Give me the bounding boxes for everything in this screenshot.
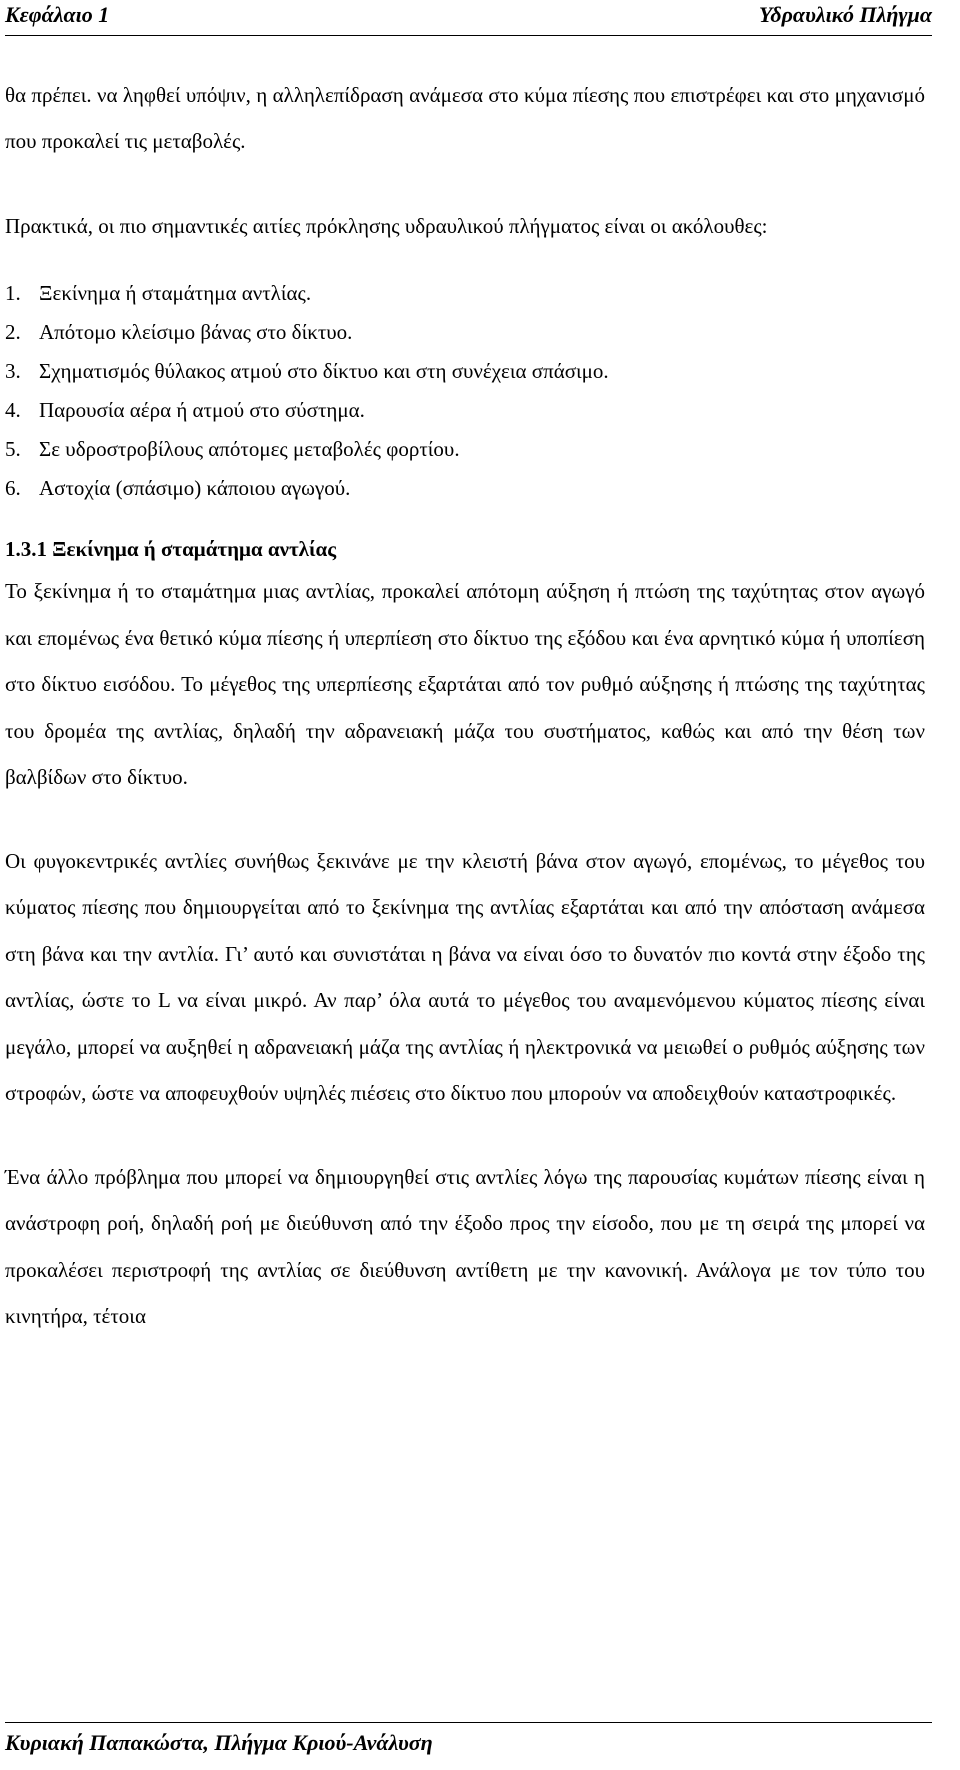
page-header bbox=[0, 0, 960, 50]
list-item-text: Σχηματισμός θύλακος ατμού στο δίκτυο και στη συνέχεια σπάσιμο. bbox=[39, 359, 609, 383]
list-item bbox=[5, 313, 925, 352]
list-item bbox=[5, 469, 925, 508]
list-item-text: Απότομο κλείσιμο βάνας στο δίκτυο. bbox=[39, 320, 353, 344]
causes-list bbox=[5, 274, 925, 508]
list-item bbox=[5, 430, 925, 469]
section-heading: 1.3.1 Ξεκίνημα ή σταμάτημα αντλίας bbox=[5, 537, 337, 561]
causes-intro-paragraph: Πρακτικά, οι πιο σημαντικές αιτίες πρόκλησης υδραυλικού πλήγματος είναι οι ακόλουθες: bbox=[5, 214, 768, 238]
section-paragraph-3: Ένα άλλο πρόβλημα που μπορεί να δημιουργηθεί στις αντλίες λόγω της παρουσίας κυμάτων πίεσης είναι η ανάστροφη ροή, δηλαδή ροή με διεύθυνση από την έξοδο προς την είσοδο, που με τη σειρά της μπορεί να προκαλέσει περιστροφή της αντλίας σε διεύθυνση αντίθετη με την κανονική. Ανάλογα με τον τύπο του κινητήρα, τέτοια bbox=[5, 1164, 925, 1328]
list-item-number: 3. bbox=[5, 359, 21, 383]
list-item-number: 6. bbox=[5, 476, 21, 500]
list-item-number: 2. bbox=[5, 320, 21, 344]
list-item-text: Παρουσία αέρα ή ατμού στο σύστημα. bbox=[39, 398, 365, 422]
list-item bbox=[5, 352, 925, 391]
list-item bbox=[5, 391, 925, 430]
list-item-number: 4. bbox=[5, 398, 21, 422]
list-item bbox=[5, 274, 925, 313]
list-item-text: Αστοχία (σπάσιμο) κάποιου αγωγού. bbox=[39, 476, 351, 500]
header-title: Υδραυλικό Πλήγμα bbox=[758, 2, 932, 27]
list-item-text: Σε υδροστροβίλους απότομες μεταβολές φορτίου. bbox=[39, 437, 460, 461]
page-body bbox=[5, 72, 925, 1340]
footer-divider bbox=[5, 1722, 932, 1723]
list-item-number: 5. bbox=[5, 437, 21, 461]
section-paragraph-1: Το ξεκίνημα ή το σταμάτημα μιας αντλίας, προκαλεί απότομη αύξηση ή πτώση της ταχύτητας στον αγωγό και επομένως ένα θετικό κύμα πίεσης ή υπερπίεση στο δίκτυο της εξόδου και ένα αρνητικό κύμα ή υποπίεση στο δίκτυο εισόδου. Το μέγεθος της υπερπίεσης εξαρτάται από τον ρυθμό αύξησης ή πτώσης της ταχύτητας του δρομέα της αντλίας, δηλαδή την αδρανειακή μάζα του συστήματος, καθώς και από την θέση των βαλβίδων στο δίκτυο. bbox=[5, 579, 925, 789]
section-paragraph-2: Οι φυγοκεντρικές αντλίες συνήθως ξεκινάνε με την κλειστή βάνα στον αγωγό, επομένως, το μέγεθος του κύματος πίεσης που δημιουργείται από το ξεκίνημα της αντλίας εξαρτάται και από την απόσταση ανάμεσα στη βάνα και την αντλία. Γι’ αυτό και συνιστάται η βάνα να είναι όσο το δυνατόν πιο κοντά στην έξοδο της αντλίας, ώστε το L να είναι μικρό. Αν παρ’ όλα αυτά το μέγεθος του αναμενόμενου κύματος πίεσης είναι μεγάλο, μπορεί να αυξηθεί η αδρανειακή μάζα της αντλίας ή ηλεκτρονικά να μειωθεί ο ρυθμός αύξησης των στροφών, ώστε να αποφευχθούν υψηλές πιέσεις στο δίκτυο που μπορούν να αποδειχθούν καταστροφικές. bbox=[5, 848, 925, 1105]
chapter-label: Κεφάλαιο 1 bbox=[5, 2, 110, 27]
page-footer: Κυριακή Παπακώστα, Πλήγμα Κριού-Ανάλυση bbox=[5, 1730, 433, 1755]
list-item-text: Ξεκίνημα ή σταμάτημα αντλίας. bbox=[39, 281, 312, 305]
list-item-number: 1. bbox=[5, 281, 21, 305]
intro-continuation-paragraph: θα πρέπει. να ληφθεί υπόψιν, η αλληλεπίδραση ανάμεσα στο κύμα πίεσης που επιστρέφει και στο μηχανισμό που προκαλεί τις μεταβολές. bbox=[5, 83, 925, 153]
header-divider bbox=[5, 35, 932, 36]
